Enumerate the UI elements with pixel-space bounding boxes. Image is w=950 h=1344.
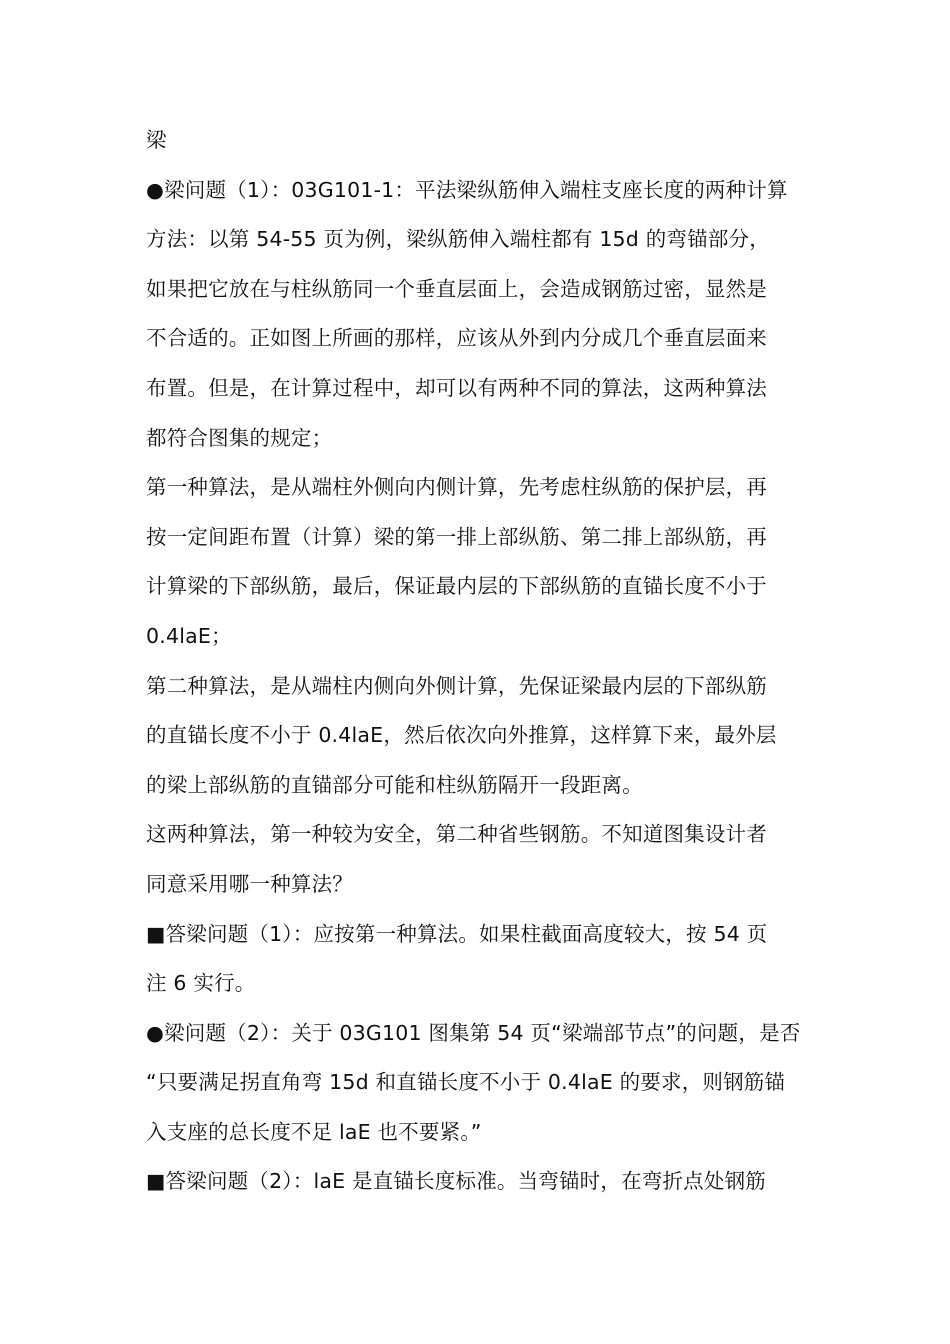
text-line: 布置。但是，在计算过程中，却可以有两种不同的算法，这两种算法	[146, 375, 767, 400]
paragraph-a1	[146, 910, 810, 1009]
text-line: 如果把它放在与柱纵筋同一个垂直层面上，会造成钢筋过密，显然是	[146, 276, 767, 301]
text-line: 的梁上部纵筋的直锚部分可能和柱纵筋隔开一段距离。	[146, 772, 643, 797]
paragraph-method2	[146, 662, 810, 811]
text-line: 第二种算法，是从端柱内侧向外侧计算，先保证梁最内层的下部纵筋	[146, 673, 767, 698]
text-line: 按一定间距布置（计算）梁的第一排上部纵筋、第二排上部纵筋，再	[146, 524, 767, 549]
paragraph-method1	[146, 463, 810, 661]
text-line: 0.4laE；	[146, 623, 232, 648]
text-line: 入支座的总长度不足 laE 也不要紧。”	[146, 1119, 482, 1144]
text-line: 同意采用哪一种算法？	[146, 871, 353, 896]
text-line: ●梁问题（2）：关于 03G101 图集第 54 页“梁端部节点”的问题，是否	[146, 1020, 801, 1045]
heading-line: 梁	[146, 128, 167, 152]
document-body	[146, 116, 810, 1207]
text-line: 第一种算法，是从端柱外侧向内侧计算，先考虑柱纵筋的保护层，再	[146, 475, 767, 500]
text-line: 注 6 实行。	[146, 971, 256, 996]
text-line: 不合适的。正如图上所画的那样，应该从外到内分成几个垂直层面来	[146, 326, 767, 351]
text-line: ■答梁问题（1）：应按第一种算法。如果柱截面高度较大，按 54 页	[146, 921, 768, 946]
paragraph-q1	[146, 166, 810, 464]
text-line: 方法：以第 54-55 页为例，梁纵筋伸入端柱都有 15d 的弯锚部分，	[146, 227, 770, 252]
text-line: 的直锚长度不小于 0.4laE，然后依次向外推算，这样算下来，最外层	[146, 723, 777, 748]
text-line: “只要满足拐直角弯 15d 和直锚长度不小于 0.4laE 的要求，则钢筋锚	[146, 1070, 786, 1095]
text-line: 计算梁的下部纵筋，最后，保证最内层的下部纵筋的直锚长度不小于	[146, 574, 767, 599]
text-line: ●梁问题（1）：03G101-1：平法梁纵筋伸入端柱支座长度的两种计算	[146, 177, 788, 202]
text-line: ■答梁问题（2）：laE 是直锚长度标准。当弯锚时，在弯折点处钢筋	[146, 1169, 766, 1194]
paragraph-list	[146, 166, 810, 1207]
section-heading	[146, 116, 810, 166]
text-line: 都符合图集的规定；	[146, 425, 333, 450]
paragraph-a2	[146, 1157, 810, 1207]
paragraph-question-end	[146, 810, 810, 909]
text-line: 这两种算法，第一种较为安全，第二种省些钢筋。不知道图集设计者	[146, 822, 767, 847]
paragraph-q2	[146, 1009, 810, 1158]
